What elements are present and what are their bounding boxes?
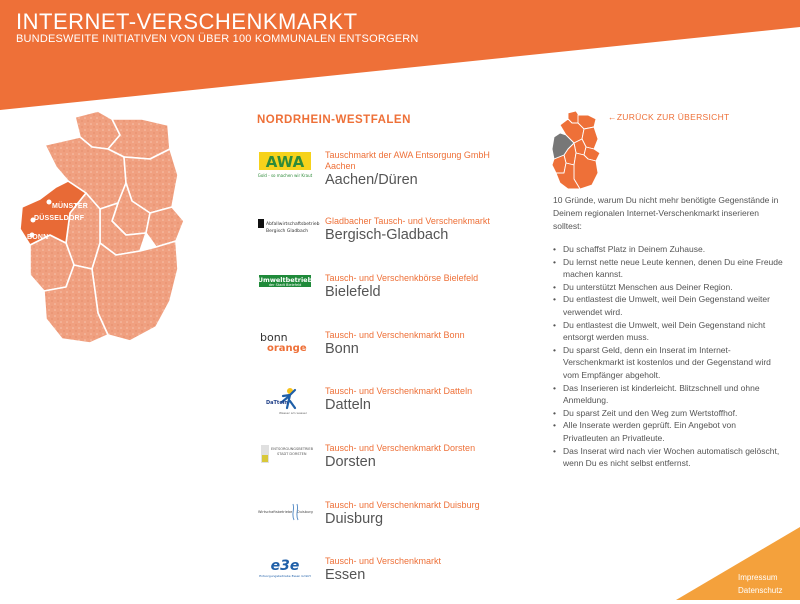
market-name: Tausch- und Verschenkmarkt Bonn bbox=[325, 330, 465, 340]
svg-text:Wasser am wasser: Wasser am wasser bbox=[279, 411, 307, 415]
svg-text:AWA: AWA bbox=[265, 153, 305, 171]
svg-text:STADT DORSTEN: STADT DORSTEN bbox=[277, 452, 307, 456]
city-label-muenster: MÜNSTER bbox=[52, 203, 89, 210]
svg-text:orange: orange bbox=[267, 343, 307, 354]
e3e-logo bbox=[257, 556, 313, 586]
market-name: Tausch- und Verschenkbörse Bielefeld bbox=[325, 273, 479, 283]
market-city: Bielefeld bbox=[325, 284, 381, 300]
city-label-duesseldorf: DÜSSELDORF bbox=[34, 215, 85, 222]
site-subtitle: BUNDESWEITE INITIATIVEN VON ÜBER 100 KOMMUNALEN ENTSORGERN bbox=[16, 33, 419, 45]
svg-text:Entsorgungsbetriebe Essen GmbH: Entsorgungsbetriebe Essen GmbH bbox=[259, 574, 311, 578]
svg-text:der Stadt Bielefeld: der Stadt Bielefeld bbox=[268, 283, 302, 288]
market-bonn[interactable] bbox=[257, 330, 537, 378]
wirtschaftsbetriebe-duisburg-logo bbox=[257, 500, 313, 530]
svg-text:Duisburg: Duisburg bbox=[297, 510, 313, 514]
svg-text:e3e: e3e bbox=[270, 558, 300, 574]
market-duisburg[interactable] bbox=[257, 500, 537, 548]
svg-text:bonn: bonn bbox=[260, 331, 288, 344]
reason-item: • Du lernst nette neue Leute kennen, denen Du eine Freude machen kannst. bbox=[553, 256, 783, 281]
reason-item: • Du unterstützt Menschen aus Deiner Region. bbox=[553, 281, 783, 294]
reason-item: • Alle Inserate werden geprüft. Ein Angebot von Privatleuten an Privatleute. bbox=[553, 419, 783, 444]
market-dorsten[interactable] bbox=[257, 443, 537, 491]
site-title: INTERNET-VERSCHENKMARKT bbox=[16, 9, 358, 34]
reason-item: • Du sparst Zeit und den Weg zum Wertstoffhof. bbox=[553, 407, 783, 420]
market-city: Datteln bbox=[325, 397, 371, 413]
market-city: Bergisch-Gladbach bbox=[325, 227, 449, 243]
reason-item: • Das Inserat wird nach vier Wochen automatisch gelöscht, wenn Du es nicht selbst entfernst. bbox=[553, 445, 783, 470]
reason-item: • Das Inserieren ist kinderleicht. Blitzschnell und ohne Anmeldung. bbox=[553, 382, 783, 407]
reason-item: • Du entlastest die Umwelt, weil Dein Gegenstand weiter verwendet wird. bbox=[553, 293, 783, 318]
arrow-left-icon: ← bbox=[608, 112, 617, 122]
market-bielefeld[interactable] bbox=[257, 273, 537, 321]
market-name: Tausch- und Verschenkmarkt Datteln bbox=[325, 386, 473, 396]
reasons-intro: 10 Gründe, warum Du nicht mehr benötigte Gegenstände in Deinem regionalen Internet-Verschenkmarkt inserieren solltest: bbox=[553, 195, 779, 232]
market-city: Dorsten bbox=[325, 454, 376, 470]
market-city: Essen bbox=[325, 567, 366, 583]
reason-item: • Du sparst Geld, denn ein Inserat im Internet-Verschenkmarkt ist kostenlos und der Gegenstand wird vom Empfänger abgeholt. bbox=[553, 344, 783, 382]
svg-text:Umweltbetrieb: Umweltbetrieb bbox=[257, 276, 313, 284]
market-datteln[interactable] bbox=[257, 386, 537, 434]
germany-overview-map[interactable] bbox=[550, 109, 610, 191]
reason-item: • Du schaffst Platz in Deinem Zuhause. bbox=[553, 243, 783, 256]
bonn-orange-logo bbox=[257, 330, 313, 360]
svg-text:Gold - so machen wir Kraut: Gold - so machen wir Kraut bbox=[257, 173, 313, 178]
impressum-link[interactable]: Impressum bbox=[738, 573, 778, 582]
market-bergisch-gladbach[interactable] bbox=[257, 216, 537, 264]
city-label-bonn: BONN bbox=[27, 234, 49, 241]
back-to-overview-link[interactable] bbox=[608, 112, 730, 122]
datenschutz-link[interactable]: Datenschutz bbox=[738, 586, 783, 595]
market-name: Tausch- und Verschenkmarkt Dorsten bbox=[325, 443, 476, 453]
market-name: Tausch- und Verschenkmarkt bbox=[325, 556, 442, 566]
market-city: Duisburg bbox=[325, 511, 384, 527]
market-city: Bonn bbox=[325, 341, 359, 357]
svg-text:Abfallwirtschaftsbetrieb: Abfallwirtschaftsbetrieb bbox=[266, 222, 320, 227]
awa-logo bbox=[257, 150, 313, 180]
market-name: Gladbacher Tausch- und Verschenkmarkt bbox=[325, 216, 490, 226]
market-name: Tausch- und Verschenkmarkt Duisburg bbox=[325, 500, 480, 510]
market-name: Tauschmarkt der AWA Entsorgung GmbH Aachen bbox=[325, 150, 490, 171]
reasons-list bbox=[553, 243, 783, 470]
abfallwirtschaftsbetrieb-logo bbox=[257, 216, 320, 246]
datteln-logo bbox=[257, 386, 313, 416]
svg-text:DaTteln: DaTteln bbox=[266, 400, 288, 406]
entsorgungsbetrieb-dorsten-logo bbox=[257, 443, 313, 473]
reason-item: • Du entlastest die Umwelt, weil Dein Gegenstand nicht entsorgt werden muss. bbox=[553, 319, 783, 344]
market-city: Aachen/Düren bbox=[325, 172, 418, 188]
umweltbetrieb-logo bbox=[257, 273, 313, 303]
market-aachen[interactable] bbox=[257, 150, 537, 198]
region-title: NORDRHEIN-WESTFALEN bbox=[257, 114, 411, 126]
germany-map bbox=[0, 105, 240, 355]
svg-text:Bergisch Gladbach: Bergisch Gladbach bbox=[266, 229, 309, 234]
svg-text:ENTSORGUNGSBETRIEB: ENTSORGUNGSBETRIEB bbox=[271, 447, 314, 451]
svg-text:Wirtschaftsbetriebe: Wirtschaftsbetriebe bbox=[258, 510, 293, 514]
back-link-label: ZURÜCK ZUR ÜBERSICHT bbox=[616, 112, 730, 122]
market-essen[interactable] bbox=[257, 556, 537, 604]
